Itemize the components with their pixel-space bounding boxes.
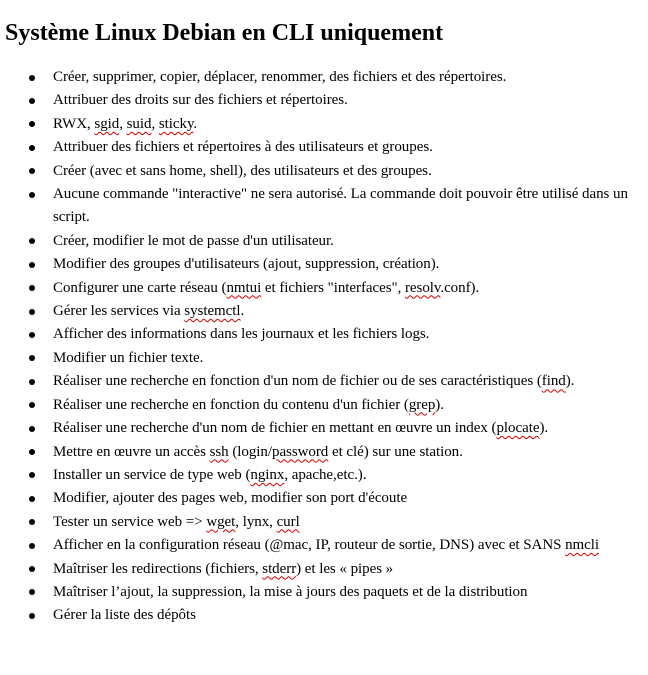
list-item (0, 464, 648, 487)
list-item-text: ). (565, 373, 575, 390)
list-item-text: ) et les « pipes » (296, 560, 394, 577)
list-item-text: Attribuer des droits sur des fichiers et répertoires. (53, 92, 348, 109)
spellcheck-flagged-word: suid (126, 115, 152, 132)
spellcheck-flagged-word: ssh (209, 443, 229, 460)
list-item-text: , (151, 115, 159, 132)
list-item (0, 300, 648, 323)
list-item-text: Tester un service web => (53, 513, 207, 530)
list-item-text: .conf). (440, 279, 480, 296)
list-item (0, 323, 648, 346)
list-item-text: ). (539, 420, 549, 437)
list-item-text: Modifier un fichier texte. (53, 349, 204, 366)
list-item-text: , lynx, (235, 513, 277, 530)
spellcheck-flagged-word: nmtui (226, 279, 262, 296)
list-item (0, 160, 648, 183)
list-item-text: Créer, modifier le mot de passe d'un utilisateur. (53, 232, 334, 249)
spellcheck-flagged-word: nginx (250, 466, 285, 483)
list-item-text: Afficher en la configuration réseau (@mac, IP, routeur de sortie, DNS) avec et SANS (53, 537, 566, 554)
list-item-text: Réaliser une recherche en fonction du contenu d'un fichier ( (53, 396, 409, 413)
page-title: Système Linux Debian en CLI uniquement (5, 20, 444, 46)
list-item-text: Créer, supprimer, copier, déplacer, renommer, des fichiers et des répertoires. (53, 69, 507, 85)
bullet-list (0, 66, 648, 628)
list-item (0, 604, 648, 627)
list-item (0, 136, 648, 159)
list-item-text: Gérer les services via (53, 303, 185, 320)
list-item-text: . (240, 303, 245, 320)
list-item-text: RWX, (53, 115, 95, 132)
spellcheck-flagged-word: password (272, 443, 329, 460)
list-item (0, 66, 648, 89)
list-item-text: Afficher des informations dans les journaux et les fichiers logs. (53, 326, 430, 343)
spellcheck-flagged-word: nmcli (565, 537, 600, 554)
spellcheck-flagged-word: sgid (94, 115, 120, 132)
spellcheck-flagged-word: resolv (404, 279, 441, 296)
list-item-text: ). (435, 396, 444, 413)
list-item (0, 511, 648, 534)
list-item (0, 370, 648, 393)
list-item-text: (login/ (228, 443, 272, 460)
spellcheck-flagged-word: curl (276, 513, 300, 530)
list-item (0, 487, 648, 510)
list-item-text: Attribuer des fichiers et répertoires à des utilisateurs et groupes. (53, 139, 433, 156)
list-item-text: , (119, 115, 127, 132)
list-item-text: Modifier, ajouter des pages web, modifier son port d'écoute (53, 490, 408, 507)
list-item-text: Modifier des groupes d'utilisateurs (ajout, suppression, création). (53, 256, 440, 273)
list-item-text: Créer (avec et sans home, shell), des utilisateurs et des groupes. (53, 162, 432, 179)
list-item (0, 230, 648, 253)
list-item-text: Réaliser une recherche d'un nom de fichier en mettant en œuvre un index ( (53, 420, 497, 437)
list-item-text: Maîtriser les redirections (fichiers, (53, 560, 263, 577)
list-item-text: , apache,etc.). (284, 466, 367, 483)
spellcheck-flagged-word: wget (206, 513, 236, 530)
spellcheck-flagged-word: find (541, 373, 566, 390)
list-item-text: Mettre en œuvre un accès (53, 443, 210, 460)
spellcheck-flagged-word: systemctl (184, 303, 241, 320)
spellcheck-flagged-word: stderr (262, 560, 297, 577)
list-item-text: et fichiers "interfaces", (261, 279, 405, 296)
list-item (0, 113, 648, 136)
list-item (0, 441, 648, 464)
list-item-text: Aucune commande "interactive" ne sera autorisé. La commande doit pouvoir être utilisé dans un script. (53, 186, 628, 226)
list-item-text: . (193, 115, 198, 132)
list-item (0, 417, 648, 440)
list-item-text: Installer un service de type web ( (53, 466, 251, 483)
list-item (0, 581, 648, 604)
list-item-text: Configurer une carte réseau ( (53, 279, 227, 296)
list-item-text: et clé) sur une station. (328, 443, 463, 460)
list-item-text: Réaliser une recherche en fonction d'un nom de fichier ou de ses caractéristiques ( (53, 373, 542, 390)
spellcheck-flagged-word: grep (408, 396, 436, 413)
list-item (0, 89, 648, 112)
list-item (0, 183, 648, 230)
list-item (0, 277, 648, 300)
list-item (0, 253, 648, 276)
list-item (0, 558, 648, 581)
spellcheck-flagged-word: plocate (496, 420, 540, 437)
list-item-text: Gérer la liste des dépôts (53, 607, 196, 624)
list-item (0, 394, 648, 417)
spellcheck-flagged-word: sticky (158, 115, 194, 132)
list-item-text: Maîtriser l’ajout, la suppression, la mise à jours des paquets et de la distribution (53, 583, 528, 600)
list-item (0, 534, 648, 557)
list-item (0, 347, 648, 370)
